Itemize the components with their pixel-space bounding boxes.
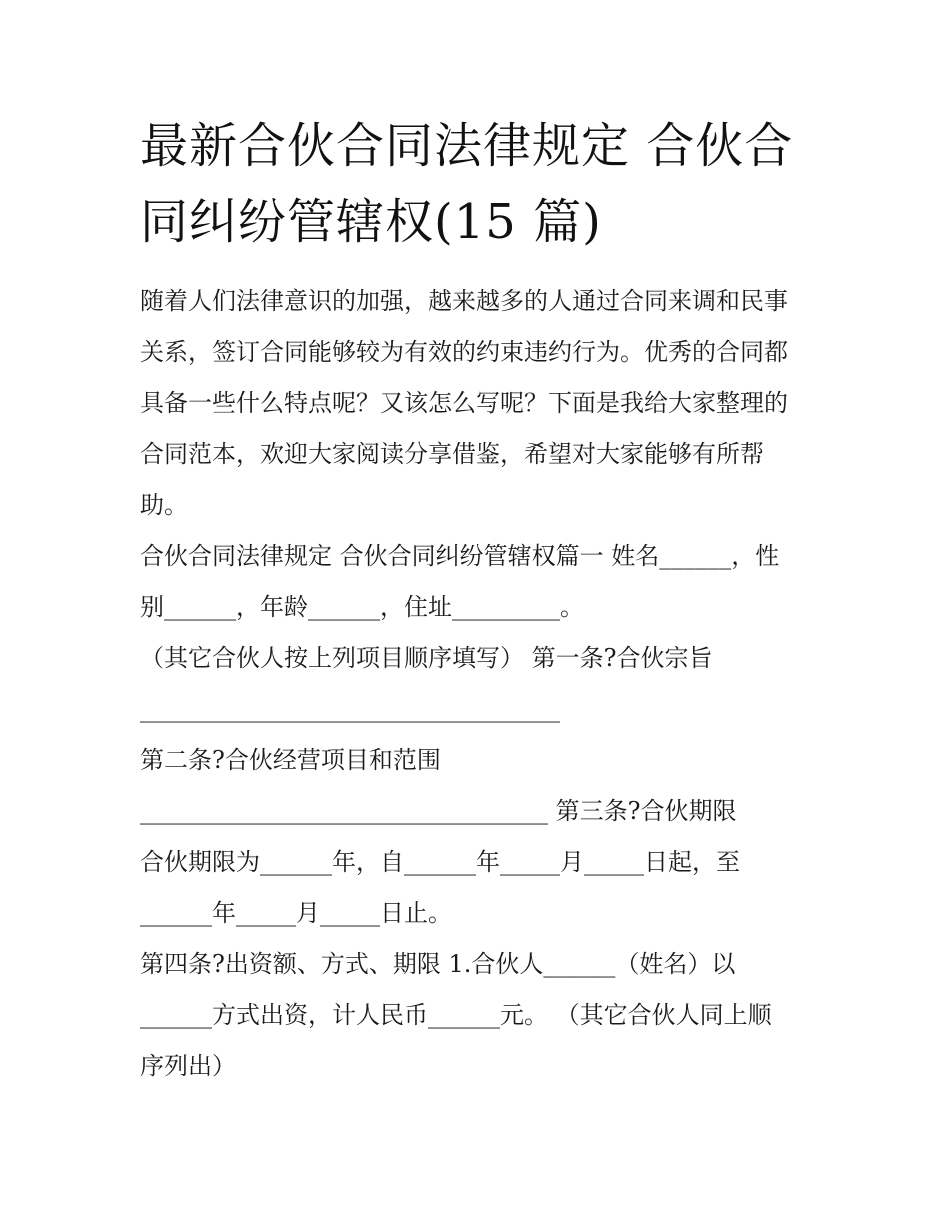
body-line: 合同范本，欢迎大家阅读分享借鉴，希望对大家能够有所帮: [140, 440, 764, 468]
body-line: 关系，签订合同能够较为有效的约束违约行为。优秀的合同都: [140, 338, 788, 366]
body-line: 具备一些什么特点呢？又该怎么写呢？下面是我给大家整理的: [140, 389, 788, 417]
document-body: [140, 276, 820, 1092]
body-line: 别______，年龄______，住址_________。: [140, 593, 584, 621]
body-line: （其它合伙人按上列项目顺序填写） 第一条?合伙宗旨: [140, 644, 713, 672]
body-line: ______方式出资，计人民币______元。 （其它合伙人同上顺: [140, 1001, 772, 1029]
body-line: 助。: [140, 491, 188, 519]
title-line-2: 同纠纷管辖权(15 篇): [140, 194, 602, 250]
blank-fill-line: ___________________________________: [140, 695, 560, 723]
body-line: 序列出）: [140, 1052, 236, 1080]
document-title: [140, 108, 820, 260]
body-line: 第四条?出资额、方式、期限 1.合伙人______（姓名）以: [140, 950, 736, 978]
title-line-1: 最新合伙合同法律规定 合伙合: [140, 118, 794, 174]
body-line: 第二条?合伙经营项目和范围: [140, 746, 441, 774]
body-line: __________________________________ 第三条?合伙期限: [140, 797, 737, 825]
body-line: 合伙期限为______年，自______年_____月_____日起，至: [140, 848, 740, 876]
body-line: ______年_____月_____日止。: [140, 899, 452, 927]
body-line: 合伙合同法律规定 合伙合同纠纷管辖权篇一 姓名______，性: [140, 542, 780, 570]
body-line: 随着人们法律意识的加强，越来越多的人通过合同来调和民事: [140, 287, 788, 315]
